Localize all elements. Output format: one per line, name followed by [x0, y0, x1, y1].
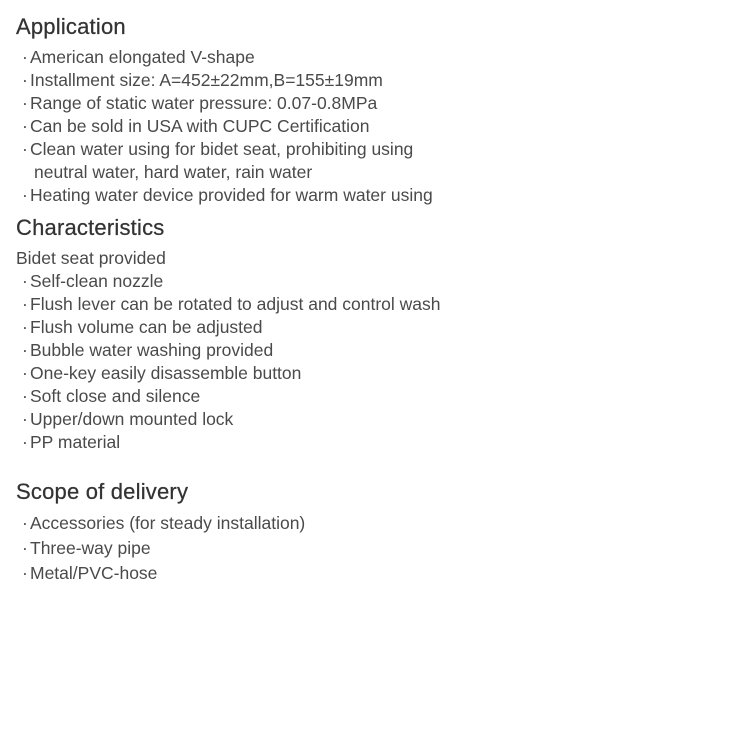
- list-item: · Can be sold in USA with CUPC Certification: [22, 116, 370, 136]
- list-item: · American elongated V-shape: [22, 47, 255, 67]
- application-heading: Application: [16, 14, 126, 39]
- list-item: · Range of static water pressure: 0.07-0.8MPa: [22, 93, 378, 113]
- characteristics-section: [16, 214, 736, 454]
- bullet-icon: ·: [22, 513, 28, 533]
- list-item: · Upper/down mounted lock: [22, 409, 234, 429]
- list-item-continuation: neutral water, hard water, rain water: [34, 162, 313, 182]
- application-list: [16, 46, 736, 207]
- list-item: · Three-way pipe: [16, 536, 736, 561]
- bullet-icon: ·: [22, 538, 28, 558]
- bullet-icon: ·: [22, 47, 28, 67]
- bullet-icon: ·: [22, 409, 28, 429]
- list-item: · Heating water device provided for warm water using: [22, 185, 433, 205]
- delivery-section: [16, 478, 736, 586]
- list-item: · Metal/PVC-hose: [16, 561, 736, 586]
- list-item: · Accessories (for steady installation): [16, 511, 736, 536]
- list-item: · Bubble water washing provided: [22, 340, 274, 360]
- characteristics-heading: Characteristics: [16, 215, 165, 240]
- list-item: · Flush lever can be rotated to adjust and control wash: [22, 294, 441, 314]
- bullet-icon: ·: [22, 340, 28, 360]
- list-item: · Installment size: A=452±22mm,B=155±19mm: [22, 70, 383, 90]
- bullet-icon: ·: [22, 432, 28, 452]
- bullet-icon: ·: [22, 93, 28, 113]
- bullet-icon: ·: [22, 363, 28, 383]
- characteristics-intro: Bidet seat provided: [16, 248, 166, 268]
- bullet-icon: ·: [22, 271, 28, 291]
- bullet-icon: ·: [22, 563, 28, 583]
- bullet-icon: ·: [22, 185, 28, 205]
- bullet-icon: ·: [22, 386, 28, 406]
- list-item: · Self-clean nozzle: [22, 271, 164, 291]
- characteristics-list: [16, 247, 736, 454]
- bullet-icon: ·: [22, 70, 28, 90]
- bullet-icon: ·: [22, 139, 28, 159]
- list-item: · Soft close and silence: [22, 386, 201, 406]
- list-item: · One-key easily disassemble button: [22, 363, 302, 383]
- list-item: · PP material: [22, 432, 121, 452]
- bullet-icon: ·: [22, 116, 28, 136]
- list-item: · Flush volume can be adjusted: [22, 317, 263, 337]
- bullet-icon: ·: [22, 317, 28, 337]
- application-section: [16, 13, 736, 207]
- bullet-icon: ·: [22, 294, 28, 314]
- delivery-list: [16, 511, 736, 586]
- list-item: · Clean water using for bidet seat, prohibiting using: [22, 139, 414, 159]
- delivery-heading: Scope of delivery: [16, 479, 189, 504]
